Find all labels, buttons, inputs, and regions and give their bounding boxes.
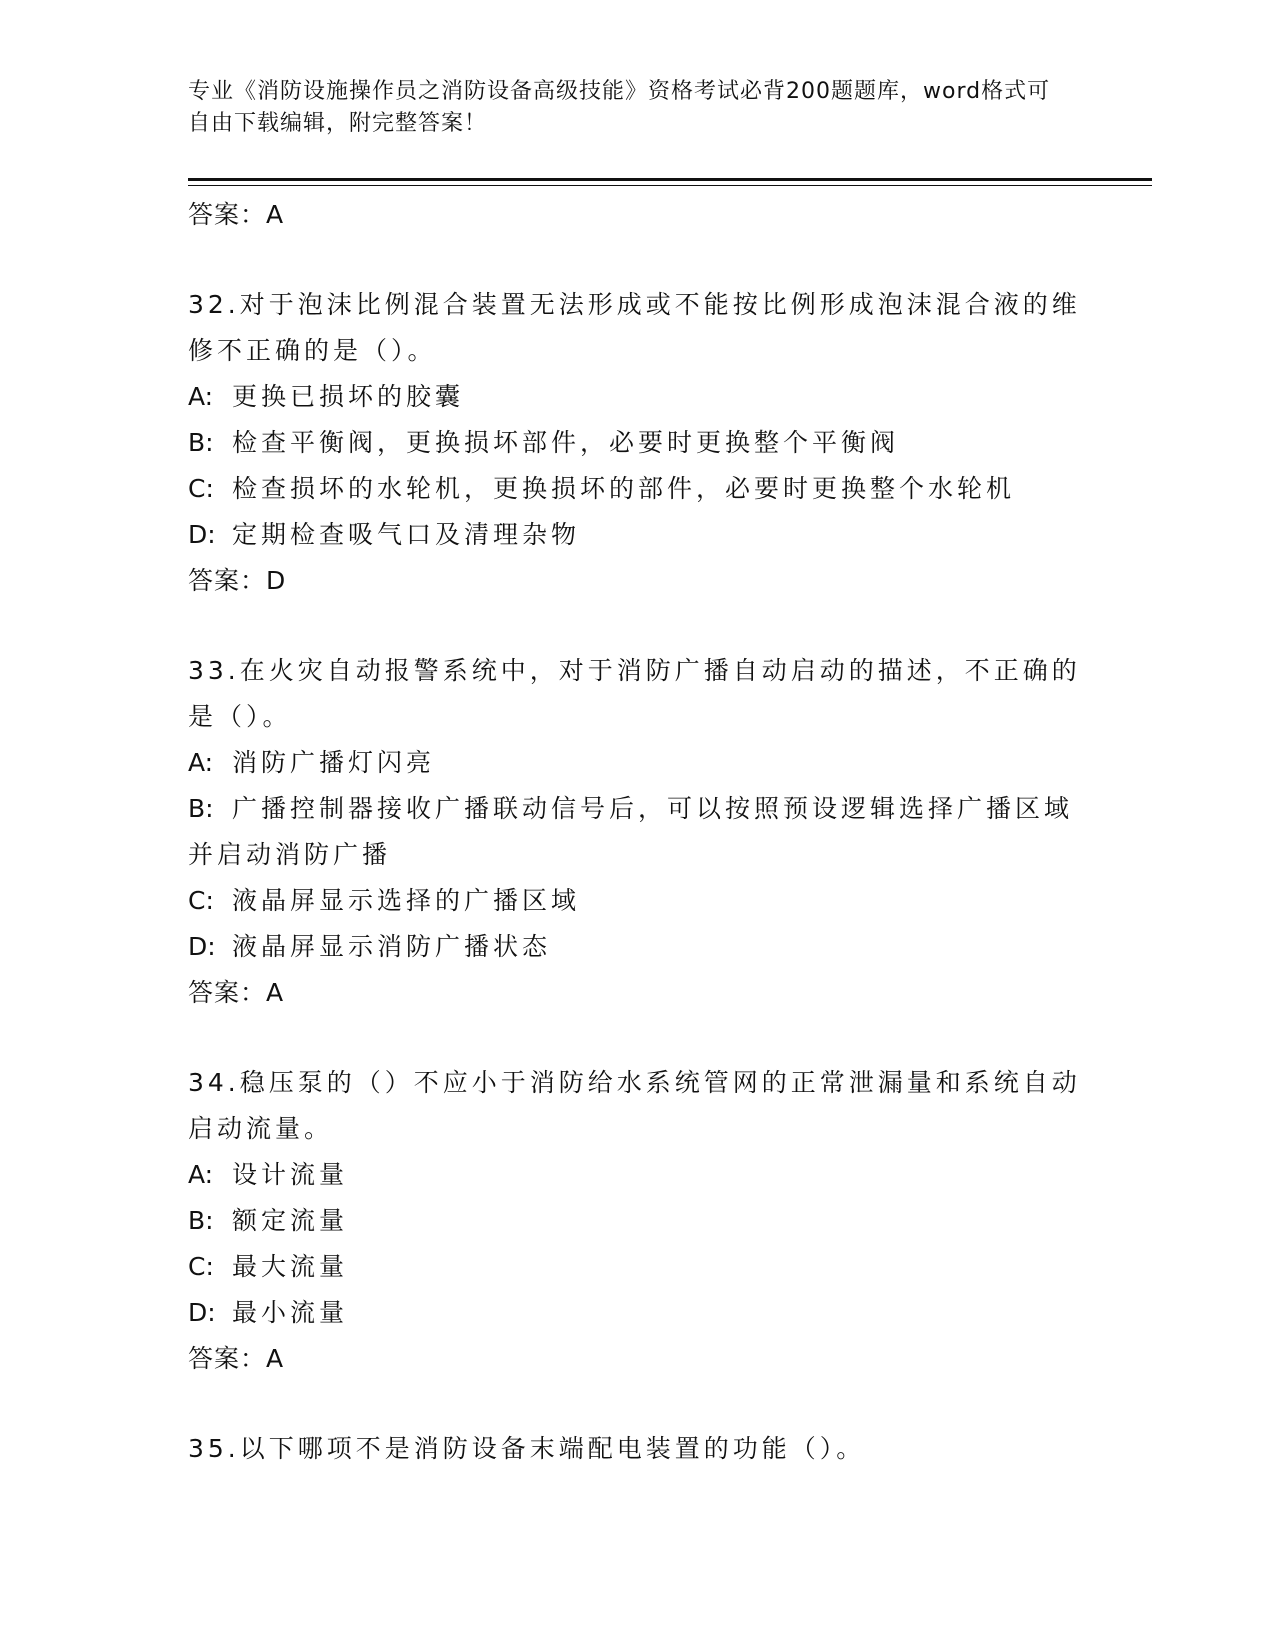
answer-line: 答案：A [188,978,285,1007]
question-35 [188,1426,1088,1472]
question-list [188,192,1088,1472]
answer-line: 答案：A [188,200,285,229]
option-text: 更换已损坏的胶囊 [232,382,465,411]
option-letter: C: [188,474,214,503]
option-text: 检查损坏的水轮机，更换损坏的部件，必要时更换整个水轮机 [232,474,1016,503]
option-text: 最小流量 [232,1298,349,1327]
option-text: 检查平衡阀，更换损坏部件，必要时更换整个平衡阀 [232,428,900,457]
option-c [188,466,1088,512]
option-text: 液晶屏显示选择的广播区域 [232,886,581,915]
option-text: 额定流量 [232,1206,349,1235]
option-text: 广播控制器接收广播联动信号后，可以按照预设逻辑选择广播区域并启动消防广播 [188,794,1074,869]
option-c [188,878,1088,924]
question-33 [188,648,1088,1016]
option-d [188,512,1088,558]
question-stem: 35.以下哪项不是消防设备末端配电装置的功能（）。 [188,1434,866,1463]
question-stem: 33.在火灾自动报警系统中，对于消防广播自动启动的描述，不正确的是（）。 [188,656,1081,731]
question-stem: 34.稳压泵的（）不应小于消防给水系统管网的正常泄漏量和系统自动启动流量。 [188,1068,1081,1143]
option-a [188,374,1088,420]
option-letter: C: [188,1252,214,1281]
option-letter: A: [188,382,214,411]
option-text: 液晶屏显示消防广播状态 [232,932,552,961]
option-letter: D: [188,520,216,549]
option-b [188,1198,1088,1244]
question-stem: 32.对于泡沫比例混合装置无法形成或不能按比例形成泡沫混合液的维修不正确的是（）。 [188,290,1081,365]
option-letter: B: [188,1206,214,1235]
option-letter: A: [188,1160,214,1189]
option-text: 定期检查吸气口及清理杂物 [232,520,581,549]
header-divider-thin [188,185,1152,186]
option-b [188,420,1088,466]
answer-line: 答案：D [188,566,287,595]
header-divider-thick [188,178,1152,181]
option-text: 消防广播灯闪亮 [232,748,436,777]
option-b [188,786,1088,878]
option-d [188,1290,1088,1336]
option-text: 最大流量 [232,1252,349,1281]
option-letter: B: [188,794,214,823]
question-32 [188,282,1088,604]
option-a [188,1152,1088,1198]
option-letter: D: [188,932,216,961]
option-c [188,1244,1088,1290]
document-header: 专业《消防设施操作员之消防设备高级技能》资格考试必背200题题库，word格式可自由下载编辑，附完整答案！ [188,79,1051,136]
answer-line: 答案：A [188,1344,285,1373]
question-34 [188,1060,1088,1382]
option-letter: D: [188,1298,216,1327]
option-d [188,924,1088,970]
option-letter: B: [188,428,214,457]
option-letter: C: [188,886,214,915]
option-a [188,740,1088,786]
option-text: 设计流量 [232,1160,349,1189]
option-letter: A: [188,748,214,777]
